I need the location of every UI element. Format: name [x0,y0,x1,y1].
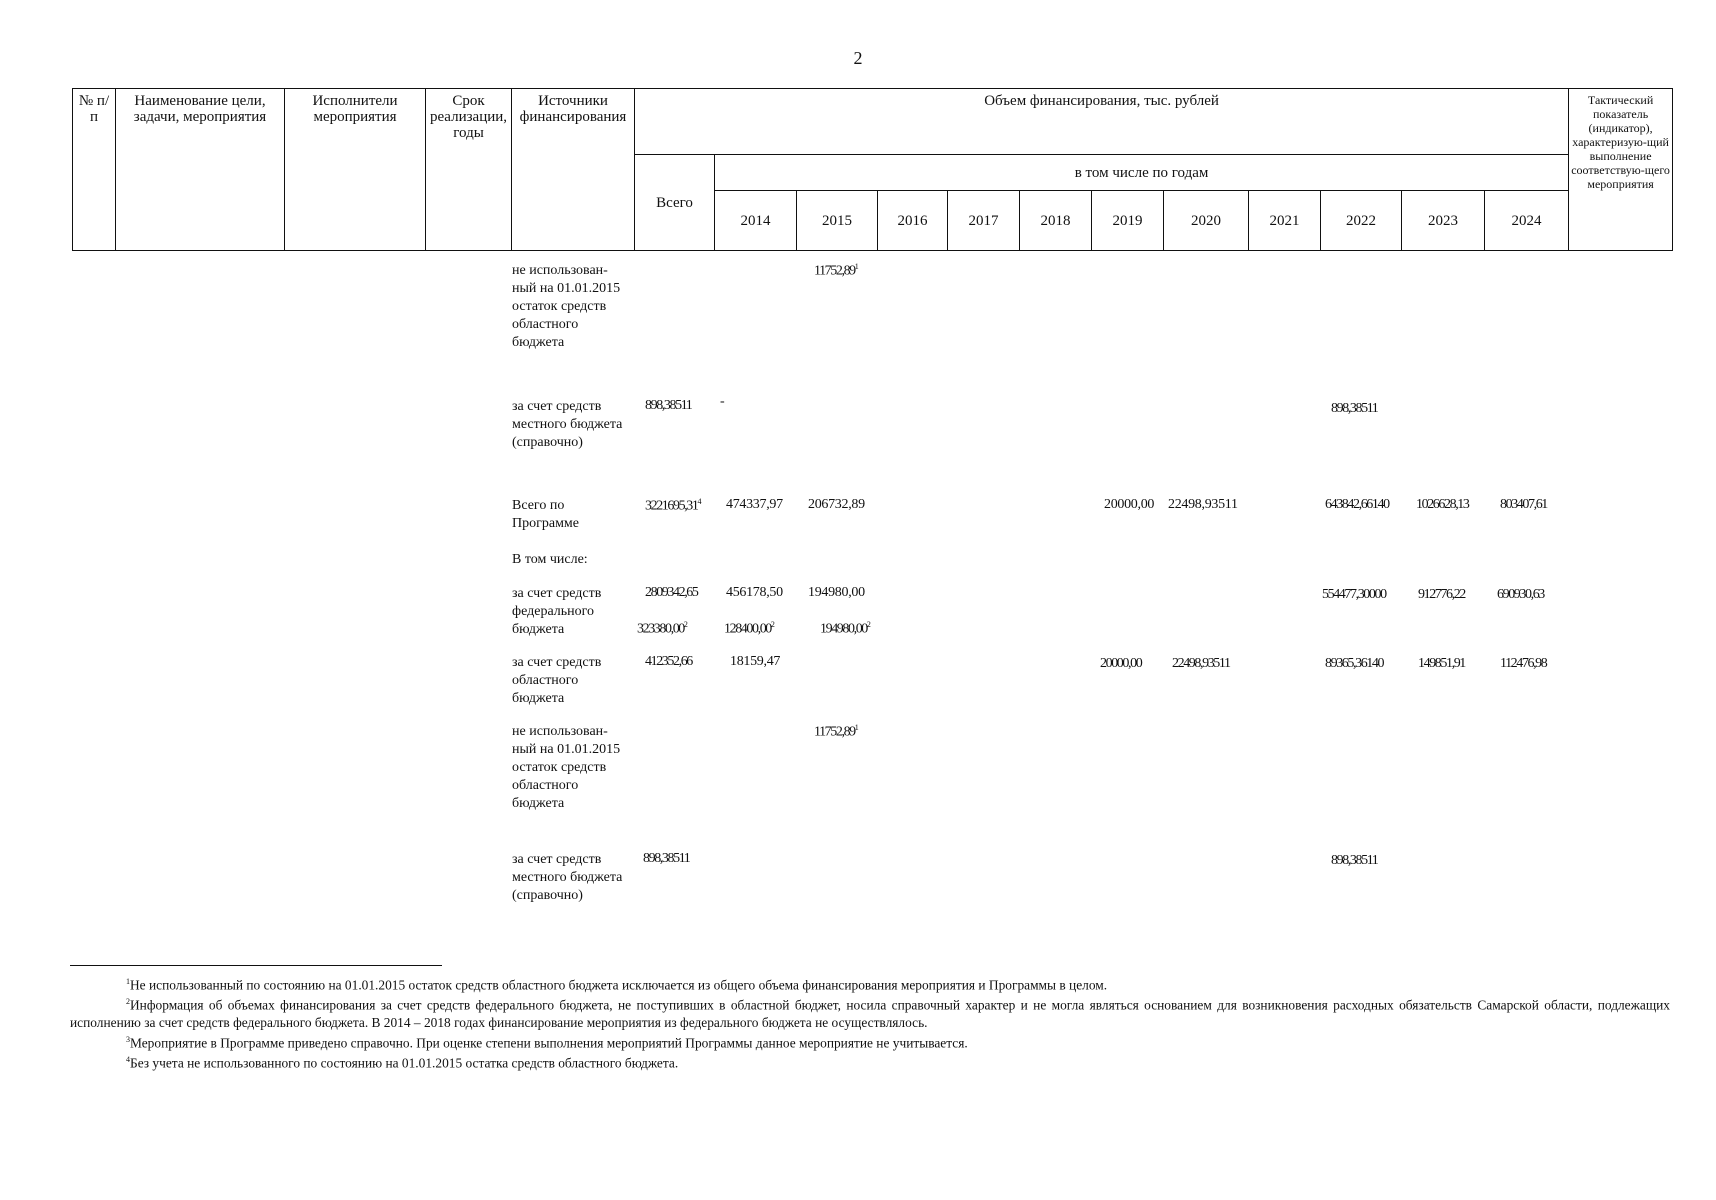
col-year-2018: 2018 [1020,191,1092,251]
col-year-2019: 2019 [1092,191,1164,251]
footnote: $^4$Без учета не использованного по состоянию на 01.01.2015 остатка средств областного бюджета. [126,1055,679,1071]
cell-2022: 643842,66140 [1325,497,1389,512]
footnotes [70,973,1670,1072]
col-by-years: в том числе по годам [715,155,1569,191]
cell-2023: 912776,22 [1418,587,1465,602]
source-label: не использован-ный на 01.01.2015 остаток средств областного бюджета [512,263,621,350]
col-year-2014: 2014 [715,191,797,251]
col-year-2020: 2020 [1164,191,1249,251]
cell-2015: 11752,89$^1$ [814,262,858,279]
cell-total: 2809342,65 [645,585,698,600]
col-indicator: Тактический показатель (индикатор), характеризую-щий выполнение соответствую-щего мероприятия [1569,89,1673,251]
col-name: Наименование цели, задачи, мероприятия [116,89,285,251]
source-label: Всего по Программе [512,498,579,531]
cell-2014: 474337,97 [726,497,783,512]
col-total: Всего [635,155,715,251]
footnote: $^3$Мероприятие в Программе приведено справочно. При оценке степени выполнения мероприятий Программы данное мероприятие не учитывается. [126,1034,968,1051]
cell-2022: 89365,36140 [1325,656,1384,671]
cell-2019: 20000,00 [1100,656,1142,671]
source-label: за счет средств местного бюджета (справочно) [512,399,623,450]
col-year-2023: 2023 [1402,191,1485,251]
col-sources: Источники финансирования [512,89,635,251]
col-executors: Исполнители мероприятия [285,89,426,251]
cell-2022: 554477,30000 [1322,587,1386,602]
cell-2020: 22498,93511 [1172,656,1230,671]
footnote: $^1$Не использованный по состоянию на 01.01.2015 остаток средств областного бюджета исключается из общего объема финансирования мероприятия и Программы в целом. [126,977,1108,993]
col-year-2021: 2021 [1249,191,1321,251]
col-year-2022: 2022 [1321,191,1402,251]
cell-2023: 1026628,13 [1416,497,1469,512]
col-year-2016: 2016 [878,191,948,251]
col-year-2017: 2017 [948,191,1020,251]
cell-2022: 898,38511 [1331,853,1378,868]
cell-2020: 22498,93511 [1168,497,1238,512]
cell-total: 3221695,31$^4$ [645,497,701,514]
cell-2024: 690930,63 [1497,587,1544,602]
cell-2014-federal-ref: 128400,00$^2$ [724,620,774,637]
cell-total-federal-ref: 323380,00$^2$ [637,620,687,637]
col-term: Срок реализации, годы [426,89,512,251]
cell-2023: 149851,91 [1418,656,1465,671]
cell-2024: 112476,98 [1500,656,1547,671]
cell-2019: 20000,00 [1104,497,1155,512]
footnote-separator [70,965,442,966]
financing-table-header [72,88,1673,251]
cell-total: 898,38511 [645,398,692,413]
col-year-2024: 2024 [1485,191,1569,251]
footnote: $^2$Информация об объемах финансирования за счет средств федерального бюджета, не поступивших в областной бюджет, носила справочный характер и не могла являться основанием для возникновения расходных обязательств Самарской области, подлежащих исполнению за счет средств федерального бюджета. В 2014 – 2018 годах финансирование мероприятия из федерального бюджета не осуществлялось. [70,997,1670,1030]
cell-total: 898,38511 [643,851,690,866]
cell-2024: 803407,61 [1500,497,1547,512]
source-label: не использован-ный на 01.01.2015 остаток средств областного бюджета [512,724,621,811]
cell-total: 412352,66 [645,654,692,669]
cell-2022: 898,38511 [1331,401,1378,416]
cell-2015: 206732,89 [808,497,865,512]
cell-2015-federal-ref: 194980,00$^2$ [820,620,870,637]
col-year-2015: 2015 [797,191,878,251]
cell-2014: 18159,47 [730,654,781,669]
cell-dash: - [720,394,725,409]
source-label: за счет средств местного бюджета (справочно) [512,852,623,903]
page-number: 2 [853,48,863,68]
source-label: за счет средств областного бюджета [512,655,602,706]
subsection-label: В том числе: [512,552,588,567]
cell-2015: 194980,00 [808,585,865,600]
col-num: № п/п [73,89,116,251]
cell-2014: 456178,50 [726,585,783,600]
col-volume: Объем финансирования, тыс. рублей [635,89,1569,155]
cell-2015: 11752,89$^1$ [814,723,858,740]
source-label: за счет средств федерального бюджета [512,586,602,637]
